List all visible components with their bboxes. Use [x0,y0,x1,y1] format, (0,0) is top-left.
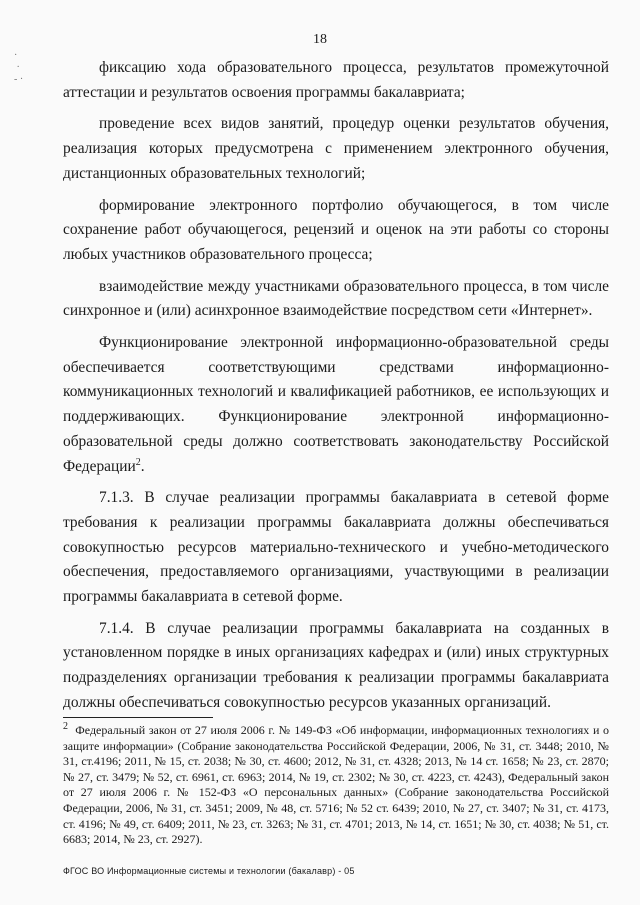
paragraph-3: формирование электронного портфолио обучающегося, в том числе сохранение работ обучающегося, рецензий и оценок на эти работы со стороны любых участников образовательного процесса; [63,196,609,263]
paragraph-5-text: Функционирование электронной информационно-образовательной среды обеспечивается соответствующими средствами информационно-коммуникационных технологий и квалификацией работников, ее использующих и поддерживающих. Функционирование электронной информационно-образовательной среды должно соответствовать законодательству Российской Федерации [63,334,609,475]
footnote-separator [63,717,213,718]
footnote-marker: 2 [63,721,68,732]
paragraph-2: проведение всех видов занятий, процедур оценки результатов обучения, реализация которых предусмотрена с применением электронного обучения, дистанционных образовательных технологий; [63,115,609,182]
paragraph-5-end: . [140,457,145,475]
page-footer: ФГОС ВО Информационные системы и технологии (бакалавр) - 05 [63,866,355,876]
footnote-reference: 2 [135,456,141,468]
paragraph-4: взаимодействие между участниками образовательного процесса, в том числе синхронное и (или) асинхронное взаимодействие посредством сети «Интернет». [63,277,609,320]
paragraph-1: фиксацию хода образовательного процесса, результатов промежуточной аттестации и результатов освоения программы бакалавриата; [63,59,609,101]
page-number: 18 [313,32,327,47]
footnote-text: Федеральный закон от 27 июля 2006 г. № 149-ФЗ «Об информации, информационных технологиях и о защите информации» (Собрание законодательства Российской Федерации, 2006, № 31, ст. 3448; 2010, № 31, ст.4196; 2011, № 15, ст. 2038; № 30, ст. 4600; 2012, № 31, ст. 4328; 2013, № 14 ст. 1658; № 23, ст. 2870; № 27, ст. 3479; № 52, ст. 6961, ст. 6963; 2014, № 19, ст. 2302; № 30, ст. 4223, ст. 4243), Федеральный закон от 27 июля 2006 г. № 152-ФЗ «О персональных данных» (Собрание законодательства Российской Федерации, 2006, № 31, ст. 3451; 2009, № 48, ст. 5716; № 52 ст. 6439; 2010, № 27, ст. 3407; № 31, ст. 4173, ст. 4196; № 49, ст. 6409; 2011, № 23, ст. 3263; № 31, ст. 4701; 2013, № 14, ст. 1651; № 30, ст. 4038; № 51, ст. 6683; 2014, № 23, ст. 2927). [63,723,610,847]
paragraph-6: 7.1.3. В случае реализации программы бакалавриата в сетевой форме требования к реализации программы бакалавриата должны обеспечиваться совокупностью ресурсов материально-технического и учебно-методического обеспечения, предоставляемого организациями, участвующими в реализации программы бакалавриата в сетевой форме. [63,489,609,606]
main-text [63,56,609,723]
paragraph-7: 7.1.4. В случае реализации программы бакалавриата на созданных в установленном порядке в иных организациях кафедрах и (или) иных структурных подразделениях организации требования к реализации программы бакалавриата должны обеспечиваться совокупностью ресурсов указанных организаций. [63,619,609,711]
paragraph-5 [63,331,609,479]
footnote [63,723,609,848]
margin-marks: · · - · [14,50,24,85]
